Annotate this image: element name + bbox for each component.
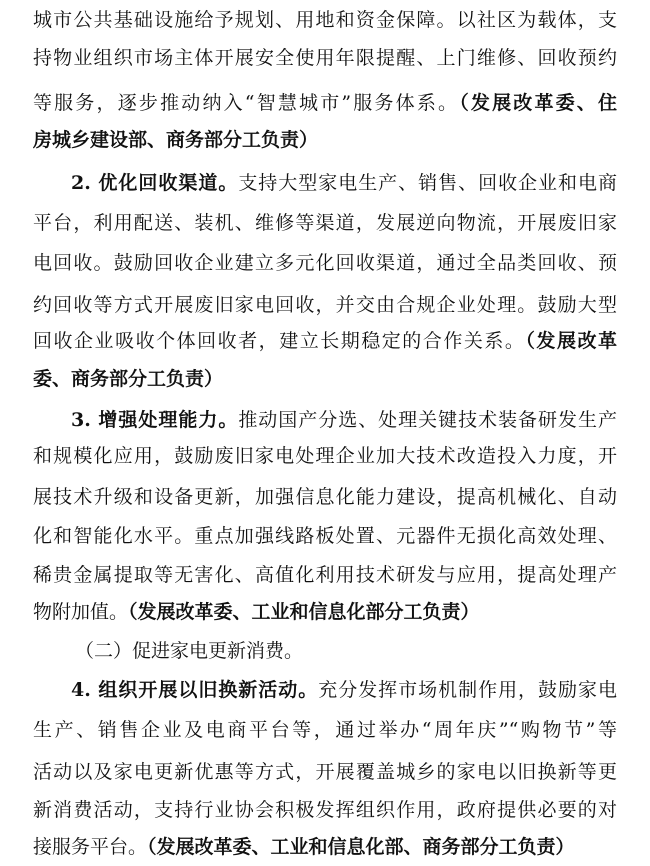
text-line-content: 和规模化应用，鼓励废旧家电处理企业加大技术改造投入力度，开 (33, 445, 617, 467)
text-line-content: 接服务平台。 (33, 836, 148, 858)
text-line (33, 125, 617, 155)
text-line-content: 约回收等方式开展废旧家电回收，并交由合规企业处理。鼓励大型 (33, 294, 617, 316)
text-line (71, 168, 617, 198)
text-line-content: 支持大型家电生产、销售、回收企业和电商 (238, 172, 617, 194)
text-line (33, 521, 617, 551)
text-line (33, 290, 617, 320)
text-line-content: 城市公共基础设施给予规划、用地和资金保障。以社区为载体，支 (33, 9, 617, 31)
text-line-content: 稀贵金属提取等无害化、高值化利用技术研发与应用，提高处理产 (33, 564, 617, 586)
text-line (33, 248, 617, 278)
text-line-content: 新消费活动，支持行业协会积极发挥组织作用，政府提供必要的对 (33, 799, 617, 821)
text-line (33, 597, 617, 627)
text-line-content: 等服务，逐步推动纳入“智慧城市”服务体系。 (33, 92, 460, 114)
responsibility-note: （发展改革 (525, 330, 617, 352)
text-line-content: 化和智能化水平。重点加强线路板处置、元器件无损化高效处理、 (33, 525, 617, 547)
responsibility-note: （发展改革委、工业和信息化部分工负责） (128, 601, 480, 623)
text-line (33, 208, 617, 238)
text-line (33, 560, 617, 590)
text-line-content: 活动以及家电更新优惠等方式，开展覆盖城乡的家电以旧换新等更 (33, 761, 617, 783)
text-line (33, 795, 617, 825)
text-line (71, 405, 617, 435)
responsibility-note: 房城乡建设部、商务部分工负责） (33, 129, 319, 151)
text-line-content: 电回收。鼓励回收企业建立多元化回收渠道，通过全品类回收、预 (33, 252, 617, 274)
text-line-content: 推动国产分选、处理关键技术装备研发生产 (238, 409, 617, 431)
text-line (33, 326, 617, 356)
responsibility-note: （发展改革委、住 (459, 92, 617, 114)
text-line (33, 832, 617, 862)
text-line-content: 物附加值。 (33, 601, 129, 623)
section-heading (75, 636, 303, 666)
text-line (33, 5, 617, 35)
text-line-content: 持物业组织市场主体开展安全使用年限提醒、上门维修、回收预约 (33, 47, 617, 69)
text-line-content: 展技术升级和设备更新，加强信息化能力建设，提高机械化、自动 (33, 486, 617, 508)
text-line (33, 43, 617, 73)
text-line (33, 715, 617, 745)
responsibility-note: （发展改革委、工业和信息化部、商务部分工负责） (147, 836, 575, 858)
text-line (33, 757, 617, 787)
text-line-content: 生产、销售企业及电商平台等，通过举办“周年庆”“购物节”等 (33, 719, 617, 741)
text-line (33, 364, 617, 394)
text-line-content: 充分发挥市场机制作用，鼓励家电 (318, 679, 617, 701)
text-line (33, 441, 617, 471)
text-line (33, 88, 617, 118)
item-heading: 2. 优化回收渠道。 (71, 172, 239, 194)
text-line-content: 回收企业吸收个体回收者，建立长期稳定的合作关系。 (33, 330, 526, 352)
text-line (33, 482, 617, 512)
item-heading: 3. 增强处理能力。 (71, 409, 239, 431)
text-line-content: 平台，利用配送、装机、维修等渠道，发展逆向物流，开展废旧家 (33, 212, 617, 234)
section-heading-text: （二）促进家电更新消费。 (75, 640, 304, 662)
text-line (71, 675, 617, 705)
item-heading: 4. 组织开展以旧换新活动。 (71, 679, 319, 701)
responsibility-note: 委、商务部分工负责） (33, 368, 224, 390)
